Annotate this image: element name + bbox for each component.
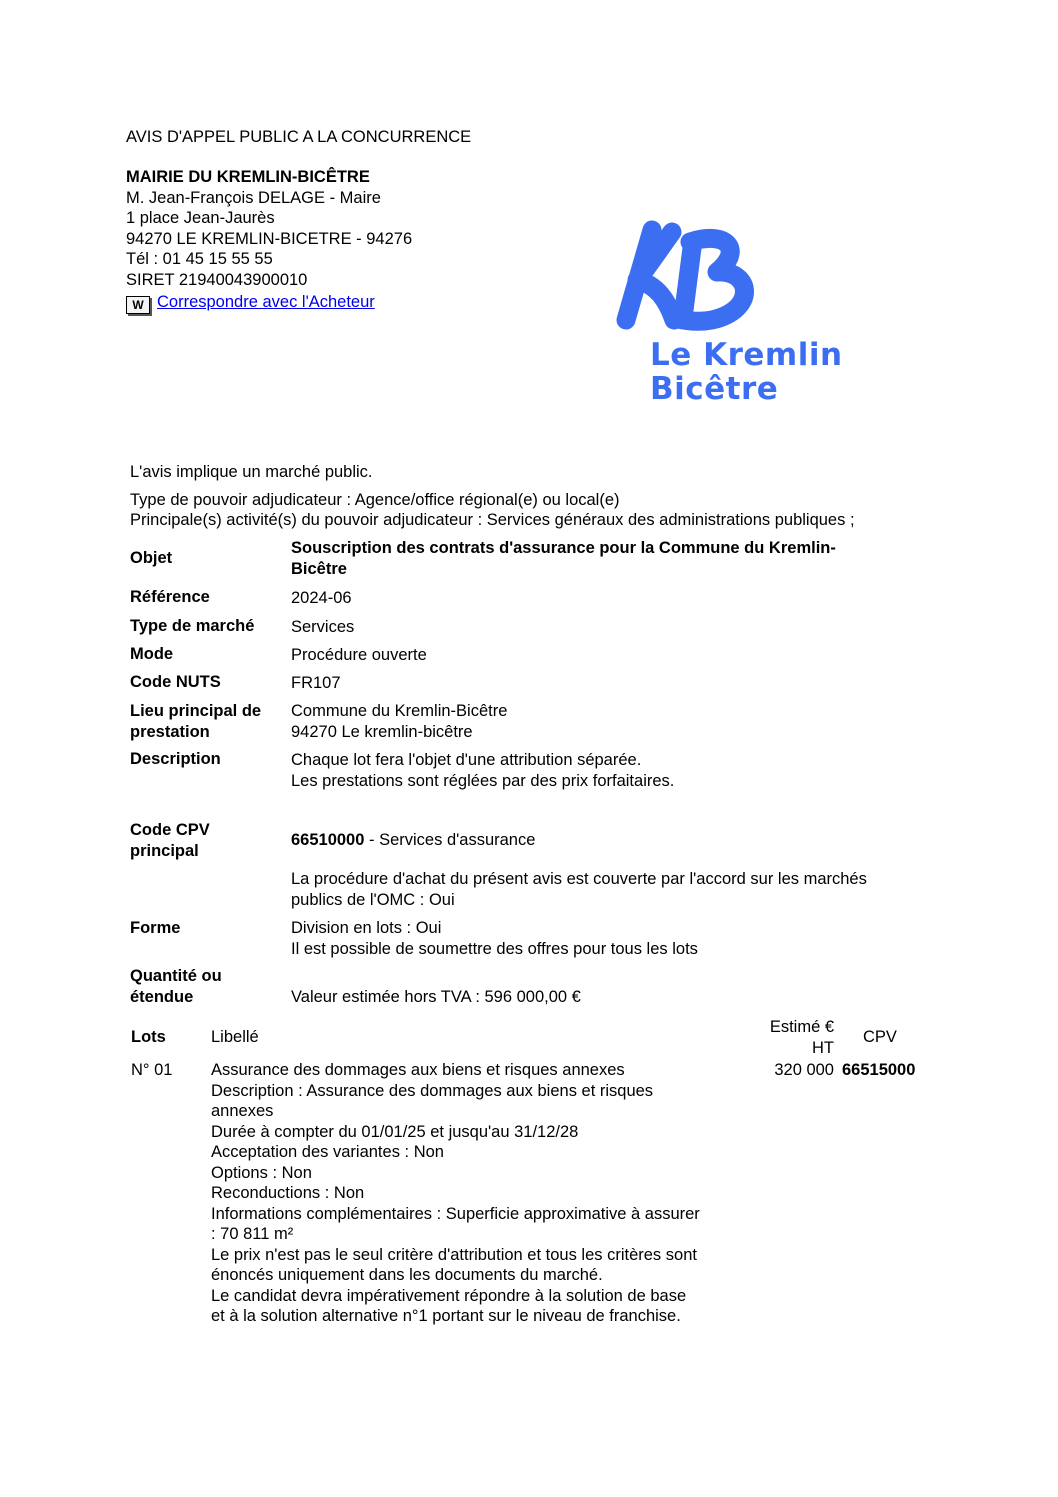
cpv-text: - Services d'assurance <box>364 831 536 849</box>
contact-buyer-link[interactable]: Correspondre avec l'Acheteur <box>157 293 375 311</box>
lieu-value <box>291 701 507 742</box>
lieu-label-line1: Lieu principal de <box>130 702 262 720</box>
lot-line: Assurance des dommages aux biens et risques annexes <box>211 1061 625 1079</box>
authority-activity: Principale(s) activité(s) du pouvoir adjudicateur : Services généraux des administrations publiques ; <box>130 511 855 529</box>
description-label: Description <box>130 750 221 768</box>
omc-note <box>291 869 867 910</box>
notice-title: AVIS D'APPEL PUBLIC A LA CONCURRENCE <box>126 128 472 146</box>
cpv-label-line2: principal <box>130 841 199 860</box>
logo-text-line2: Bicêtre <box>650 371 779 407</box>
objet-value <box>291 538 836 579</box>
cpv-value <box>291 830 535 851</box>
lieu-value-line2: 94270 Le kremlin-bicêtre <box>291 722 473 741</box>
buyer-contact: M. Jean-François DELAGE - Maire <box>126 188 381 207</box>
lots-header-lots: Lots <box>131 1028 166 1046</box>
lieu-value-line1: Commune du Kremlin-Bicêtre <box>291 702 508 720</box>
lots-header-estime-line2: HT <box>812 1038 834 1057</box>
omc-line2: publics de l'OMC : Oui <box>291 890 455 909</box>
lot-line: Options : Non <box>211 1163 312 1182</box>
cpv-label <box>130 820 210 861</box>
objet-value-line2: Bicêtre <box>291 559 347 578</box>
buyer-block <box>126 167 412 314</box>
lots-header-estime-line1: Estimé € <box>769 1018 834 1036</box>
lot-cpv: 66515000 <box>842 1061 916 1079</box>
buyer-address-1: 1 place Jean-Jaurès <box>126 209 275 227</box>
lot-line: Durée à compter du 01/01/25 et jusqu'au 31/12/28 <box>211 1122 579 1141</box>
lots-header-cpv: CPV <box>863 1028 897 1046</box>
buyer-siret: SIRET 21940043900010 <box>126 270 308 289</box>
lot-line: énoncés uniquement dans les documents du marché. <box>211 1266 603 1284</box>
lot-line: annexes <box>211 1102 274 1120</box>
reference-value: 2024-06 <box>291 589 352 607</box>
kb-logo-monogram <box>612 220 772 335</box>
nuts-label: Code NUTS <box>130 673 221 691</box>
objet-value-line1: Souscription des contrats d'assurance pour la Commune du Kremlin- <box>291 539 836 557</box>
mode-label: Mode <box>130 645 174 663</box>
logo-text-line1: Le Kremlin <box>650 337 843 373</box>
buyer-name: MAIRIE DU KREMLIN-BICÊTRE <box>126 168 370 186</box>
objet-label: Objet <box>130 549 173 567</box>
forme-value <box>291 918 698 959</box>
description-value <box>291 750 674 791</box>
buyer-address-2: 94270 LE KREMLIN-BICETRE - 94276 <box>126 229 413 248</box>
reference-label: Référence <box>130 588 210 606</box>
quantite-label-line2: étendue <box>130 987 194 1006</box>
authority-type: Type de pouvoir adjudicateur : Agence/office régional(e) ou local(e) <box>130 491 620 509</box>
lot-description <box>211 1060 700 1327</box>
kb-logo-icon <box>612 220 772 335</box>
contact-buyer-row <box>126 292 412 314</box>
lieu-label-line2: prestation <box>130 722 210 741</box>
mode-value: Procédure ouverte <box>291 646 427 664</box>
type-marche-label: Type de marché <box>130 617 255 635</box>
description-value-line1: Chaque lot fera l'objet d'une attribution séparée. <box>291 751 642 769</box>
lot-number: N° 01 <box>131 1061 173 1079</box>
lot-line: Description : Assurance des dommages aux biens et risques <box>211 1081 654 1100</box>
w-icon[interactable]: W <box>126 296 150 314</box>
forme-value-line1: Division en lots : Oui <box>291 919 442 937</box>
lot-line: : 70 811 m² <box>211 1225 294 1243</box>
lieu-label <box>130 701 261 742</box>
lot-line: Informations complémentaires : Superficie approximative à assurer <box>211 1204 700 1223</box>
lot-line: et à la solution alternative n°1 portant sur le niveau de franchise. <box>211 1307 681 1325</box>
cpv-code: 66510000 <box>291 831 365 849</box>
buyer-phone: Tél : 01 45 15 55 55 <box>126 250 273 268</box>
lot-line: Le candidat devra impérativement répondre à la solution de base <box>211 1286 687 1305</box>
cpv-label-line1: Code CPV <box>130 821 210 839</box>
forme-value-line2: Il est possible de soumettre des offres pour tous les lots <box>291 939 698 958</box>
public-market-note: L'avis implique un marché public. <box>130 463 373 481</box>
type-marche-value: Services <box>291 618 355 636</box>
lot-line: Reconductions : Non <box>211 1184 365 1202</box>
quantite-label <box>130 966 222 1007</box>
forme-label: Forme <box>130 919 181 937</box>
lot-estimate: 320 000 <box>774 1061 834 1079</box>
quantite-value: Valeur estimée hors TVA : 596 000,00 € <box>291 988 581 1006</box>
nuts-value: FR107 <box>291 674 341 692</box>
omc-line1: La procédure d'achat du présent avis est couverte par l'accord sur les marchés <box>291 870 867 888</box>
lots-header-libelle: Libellé <box>211 1028 259 1046</box>
description-value-line2: Les prestations sont réglées par des prix forfaitaires. <box>291 771 675 790</box>
lot-line: Acceptation des variantes : Non <box>211 1143 444 1161</box>
lots-header-estime <box>758 1017 834 1058</box>
lot-line: Le prix n'est pas le seul critère d'attribution et tous les critères sont <box>211 1245 697 1264</box>
quantite-label-line1: Quantité ou <box>130 967 222 985</box>
